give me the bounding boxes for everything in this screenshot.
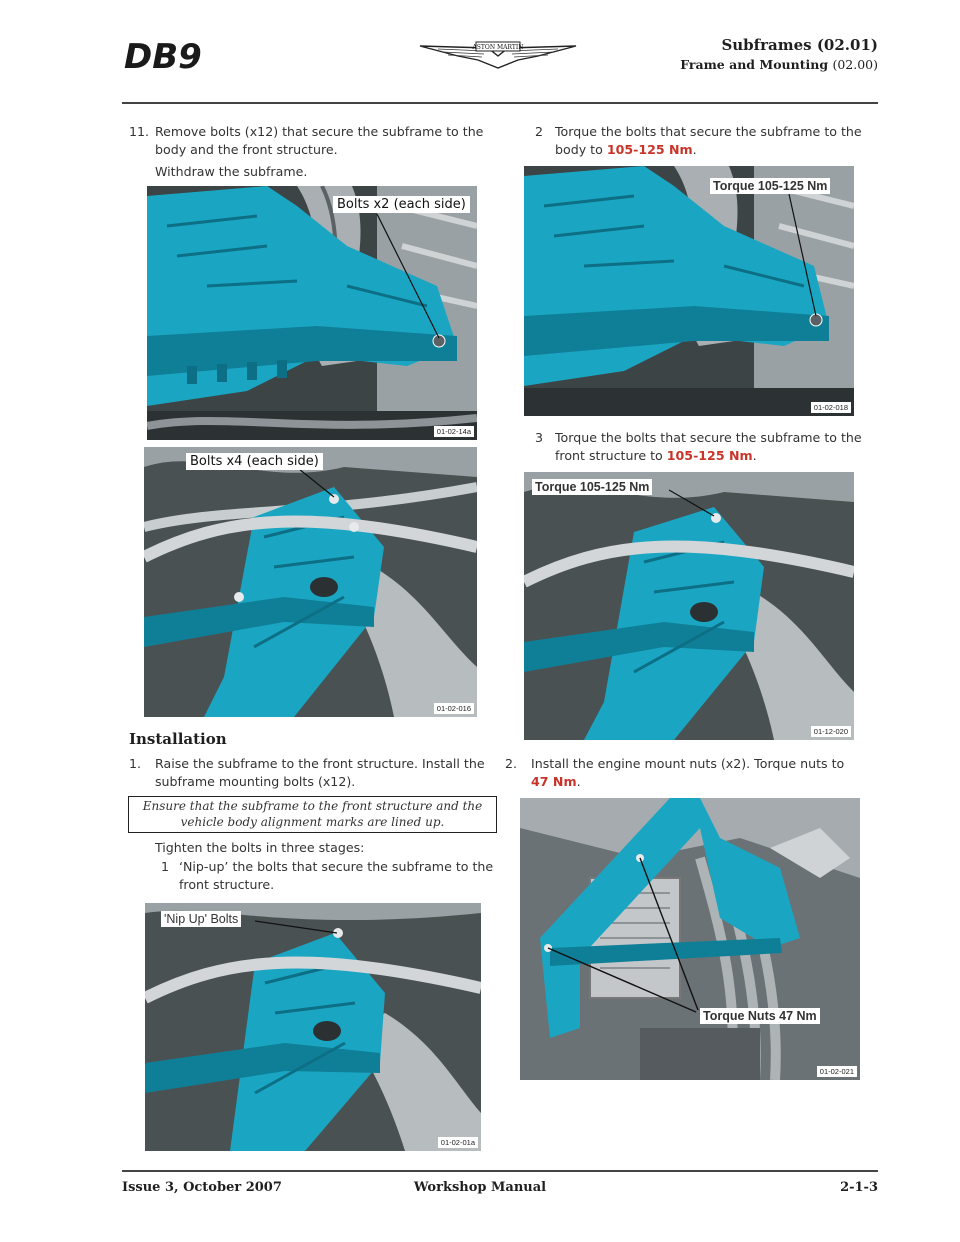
substep-3-number: 3	[535, 430, 544, 445]
step-2-torque: 47 Nm	[531, 774, 577, 789]
db9-logo	[122, 28, 240, 78]
db9-logo-text: DB9	[124, 37, 202, 77]
subtitle-code: (02.00)	[832, 57, 878, 72]
note-line1: Ensure that the subframe to the front structure and the	[142, 799, 483, 813]
substep-2-number: 2	[535, 124, 544, 139]
step-11-number: 11.	[129, 124, 150, 139]
fig6-id: 01-02-021	[817, 1066, 857, 1077]
step-2-number: 2.	[505, 756, 518, 771]
step-1-line1: Raise the subframe to the front structure. Install the	[155, 756, 485, 771]
fig6-callout: Torque Nuts 47 Nm	[700, 1008, 820, 1024]
substep-1-number: 1	[161, 859, 170, 874]
figure-torque-front-structure-bolts	[524, 472, 854, 740]
figure-subframe-bolts-x4	[144, 447, 477, 717]
step-2-line2: 47 Nm.	[531, 774, 581, 789]
fig1-id: 01-02-14a	[434, 426, 474, 437]
step-11-line2: body and the front structure.	[155, 142, 338, 157]
substep-1-line2: front structure.	[179, 877, 275, 892]
figure-6-drawing	[520, 798, 860, 1080]
substep-2-line1: Torque the bolts that secure the subframe to the	[555, 124, 862, 139]
page-subtitle	[680, 57, 878, 72]
footer-page-number: 2-1-3	[840, 1180, 878, 1195]
substep-3-prefix: front structure to	[555, 448, 663, 463]
figure-subframe-bolts-x2	[147, 186, 477, 440]
footer-manual: Workshop Manual	[413, 1180, 547, 1195]
substep-2-line2: body to 105-125 Nm.	[555, 142, 697, 157]
figure-2-drawing	[144, 447, 477, 717]
aston-martin-wings-logo	[418, 34, 578, 74]
fig5-id: 01-12-020	[811, 726, 851, 737]
step-1-number: 1.	[129, 756, 142, 771]
footer-rule	[122, 1170, 878, 1172]
tighten-text: Tighten the bolts in three stages:	[155, 840, 365, 855]
subtitle-prefix: Frame and Mounting	[680, 57, 829, 72]
fig5-callout: Torque 105-125 Nm	[532, 479, 652, 495]
fig3-id: 01-02-01a	[438, 1137, 478, 1148]
figure-3-drawing	[145, 903, 481, 1151]
fig3-callout: 'Nip Up' Bolts	[161, 911, 241, 927]
note-line2: vehicle body alignment marks are lined up.	[180, 815, 445, 829]
step-2-line1: Install the engine mount nuts (x2). Torque nuts to	[531, 756, 845, 771]
fig2-callout: Bolts x4 (each side)	[186, 453, 323, 470]
figure-4-drawing	[524, 166, 854, 416]
note-box	[128, 796, 497, 833]
fig1-callout: Bolts x2 (each side)	[333, 196, 470, 213]
substep-3-line2: front structure to 105-125 Nm.	[555, 448, 757, 463]
figure-engine-mount-nuts	[520, 798, 860, 1080]
fig4-callout: Torque 105-125 Nm	[710, 178, 830, 194]
fig2-id: 01-02-016	[434, 703, 474, 714]
substep-2-torque: 105-125 Nm	[606, 142, 693, 157]
header-title-block	[680, 36, 878, 72]
substep-2-prefix: body to	[555, 142, 603, 157]
footer-issue: Issue 3, October 2007	[122, 1180, 282, 1195]
figure-torque-body-bolts	[524, 166, 854, 416]
substep-1-line1: ‘Nip-up’ the bolts that secure the subframe to the	[179, 859, 494, 874]
brand-text: ASTON MARTIN	[472, 44, 524, 51]
substep-3-torque: 105-125 Nm	[666, 448, 753, 463]
fig4-id: 01-02-018	[811, 402, 851, 413]
figure-1-drawing	[147, 186, 477, 440]
installation-heading: Installation	[129, 730, 227, 748]
step-11-line1: Remove bolts (x12) that secure the subframe to the	[155, 124, 484, 139]
page-title: Subframes (02.01)	[721, 36, 878, 54]
step-1-line2: subframe mounting bolts (x12).	[155, 774, 356, 789]
figure-nip-up-bolts	[145, 903, 481, 1151]
figure-5-drawing	[524, 472, 854, 740]
substep-3-line1: Torque the bolts that secure the subframe to the	[555, 430, 862, 445]
step-11-line3: Withdraw the subframe.	[155, 164, 308, 179]
header-rule	[122, 102, 878, 104]
